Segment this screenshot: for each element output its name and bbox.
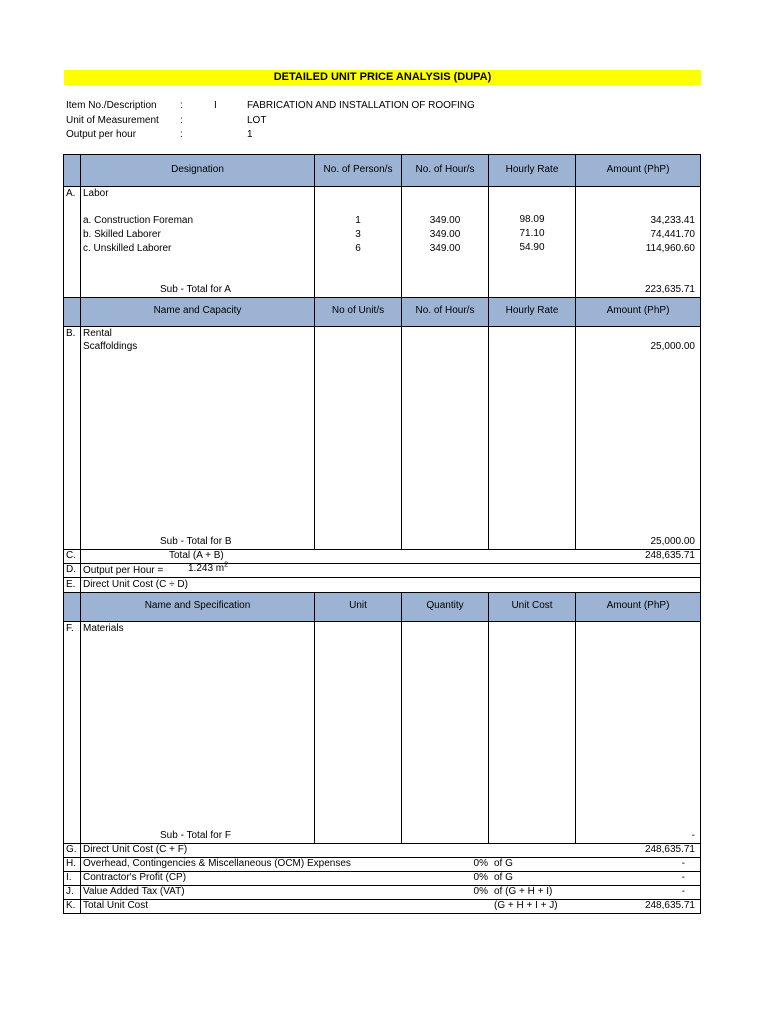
col-header-units: No of Unit/s	[331, 305, 385, 316]
ocm-amount: -	[681, 858, 685, 869]
dupa-table	[63, 154, 701, 914]
ocm-label: Overhead, Contingencies & Miscellaneous (OCM) Expenses	[83, 858, 351, 869]
labor-row-name: a. Construction Foreman	[83, 215, 194, 226]
row-letter: E.	[66, 579, 76, 590]
total-ab-amount: 248,635.71	[644, 550, 695, 561]
subtotal-label: Sub - Total for F	[160, 830, 231, 841]
row-letter: C.	[66, 550, 76, 561]
info-item-code: I	[214, 100, 217, 111]
total-ab-label: Total (A + B)	[169, 550, 224, 561]
info-label-output: Output per hour	[66, 129, 137, 140]
section-title-materials: Materials	[83, 623, 124, 634]
row-letter: G.	[66, 844, 77, 855]
info-value-item: FABRICATION AND INSTALLATION OF ROOFING	[247, 100, 475, 111]
subtotal-amount: -	[691, 830, 695, 841]
equipment-row-amount: 25,000.00	[650, 341, 695, 352]
labor-row-qty: 3	[355, 229, 361, 240]
info-value-output: 1	[247, 129, 253, 140]
profit-label: Contractor's Profit (CP)	[83, 872, 187, 883]
subtotal-amount: 25,000.00	[650, 536, 695, 547]
vat-basis: of (G + H + I)	[494, 886, 553, 897]
row-letter: H.	[66, 858, 76, 869]
col-header-unit-cost: Unit Cost	[511, 600, 553, 611]
total-unit-cost-formula: (G + H + I + J)	[494, 900, 558, 911]
output-per-hour-value: 1.243 $m^2$	[188, 561, 229, 574]
col-header-unit: Unit	[349, 600, 367, 611]
col-header-name-spec: Name and Specification	[144, 600, 251, 611]
direct-unit-cost-cf-amount: 248,635.71	[644, 844, 695, 855]
labor-row-amount: 34,233.41	[650, 215, 695, 226]
section-letter: F.	[66, 623, 74, 634]
total-unit-cost-label: Total Unit Cost	[83, 900, 149, 911]
labor-row-hours: 349.00	[429, 215, 461, 226]
labor-row-name: c. Unskilled Laborer	[83, 243, 172, 254]
output-per-hour-label: Output per Hour =	[83, 565, 164, 576]
labor-row-qty: 6	[355, 243, 361, 254]
info-sep: :	[180, 129, 183, 140]
row-letter: J.	[66, 886, 74, 897]
profit-amount: -	[681, 872, 685, 883]
total-unit-cost-amount: 248,635.71	[644, 900, 695, 911]
vat-amount: -	[681, 886, 685, 897]
subtotal-label: Sub - Total for B	[160, 536, 232, 547]
labor-row-rate: 98.09	[519, 214, 545, 225]
col-header-amount: Amount (PhP)	[606, 305, 670, 316]
col-header-name-capacity: Name and Capacity	[153, 305, 242, 316]
info-label-item: Item No./Description	[66, 100, 157, 111]
row-letter: D.	[66, 564, 76, 575]
col-header-persons: No. of Person/s	[323, 164, 393, 175]
subtotal-label: Sub - Total for A	[160, 284, 231, 295]
equipment-row-name: Scaffoldings	[83, 341, 138, 352]
labor-row-hours: 349.00	[429, 229, 461, 240]
profit-basis: of G	[494, 872, 513, 883]
labor-row-amount: 74,441.70	[650, 229, 695, 240]
ocm-basis: of G	[494, 858, 513, 869]
col-header-quantity: Quantity	[426, 600, 464, 611]
subtotal-amount: 223,635.71	[644, 284, 695, 295]
info-value-unit: LOT	[247, 115, 267, 126]
vat-label: Value Added Tax (VAT)	[83, 886, 185, 897]
col-header-designation: Designation	[171, 164, 224, 175]
section-title-rental: Rental	[83, 328, 112, 339]
row-letter: I.	[66, 872, 72, 883]
col-header-amount: Amount (PhP)	[606, 600, 670, 611]
col-header-rate: Hourly Rate	[505, 305, 559, 316]
col-header-amount: Amount (PhP)	[606, 164, 670, 175]
direct-unit-cost-ce-label: Direct Unit Cost (C ÷ D)	[83, 579, 188, 590]
ocm-percent: 0%	[473, 858, 488, 869]
direct-unit-cost-cf-label: Direct Unit Cost (C + F)	[83, 844, 188, 855]
labor-row-rate: 54.90	[519, 242, 545, 253]
section-letter: A.	[66, 188, 76, 199]
vat-percent: 0%	[473, 886, 488, 897]
info-label-unit: Unit of Measurement	[66, 115, 159, 126]
info-sep: :	[180, 115, 183, 126]
document-title: DETAILED UNIT PRICE ANALYSIS (DUPA)	[64, 70, 701, 85]
col-header-hours: No. of Hour/s	[415, 164, 475, 175]
labor-row-name: b. Skilled Laborer	[83, 229, 161, 240]
row-letter: K.	[66, 900, 76, 911]
profit-percent: 0%	[473, 872, 488, 883]
info-sep: :	[180, 100, 183, 111]
labor-row-rate: 71.10	[519, 228, 545, 239]
col-header-rate: Hourly Rate	[505, 164, 559, 175]
labor-row-qty: 1	[355, 215, 361, 226]
col-header-hours: No. of Hour/s	[415, 305, 475, 316]
section-title-labor: Labor	[83, 188, 109, 199]
labor-row-amount: 114,960.60	[645, 243, 695, 254]
labor-row-hours: 349.00	[429, 243, 461, 254]
section-letter: B.	[66, 328, 76, 339]
